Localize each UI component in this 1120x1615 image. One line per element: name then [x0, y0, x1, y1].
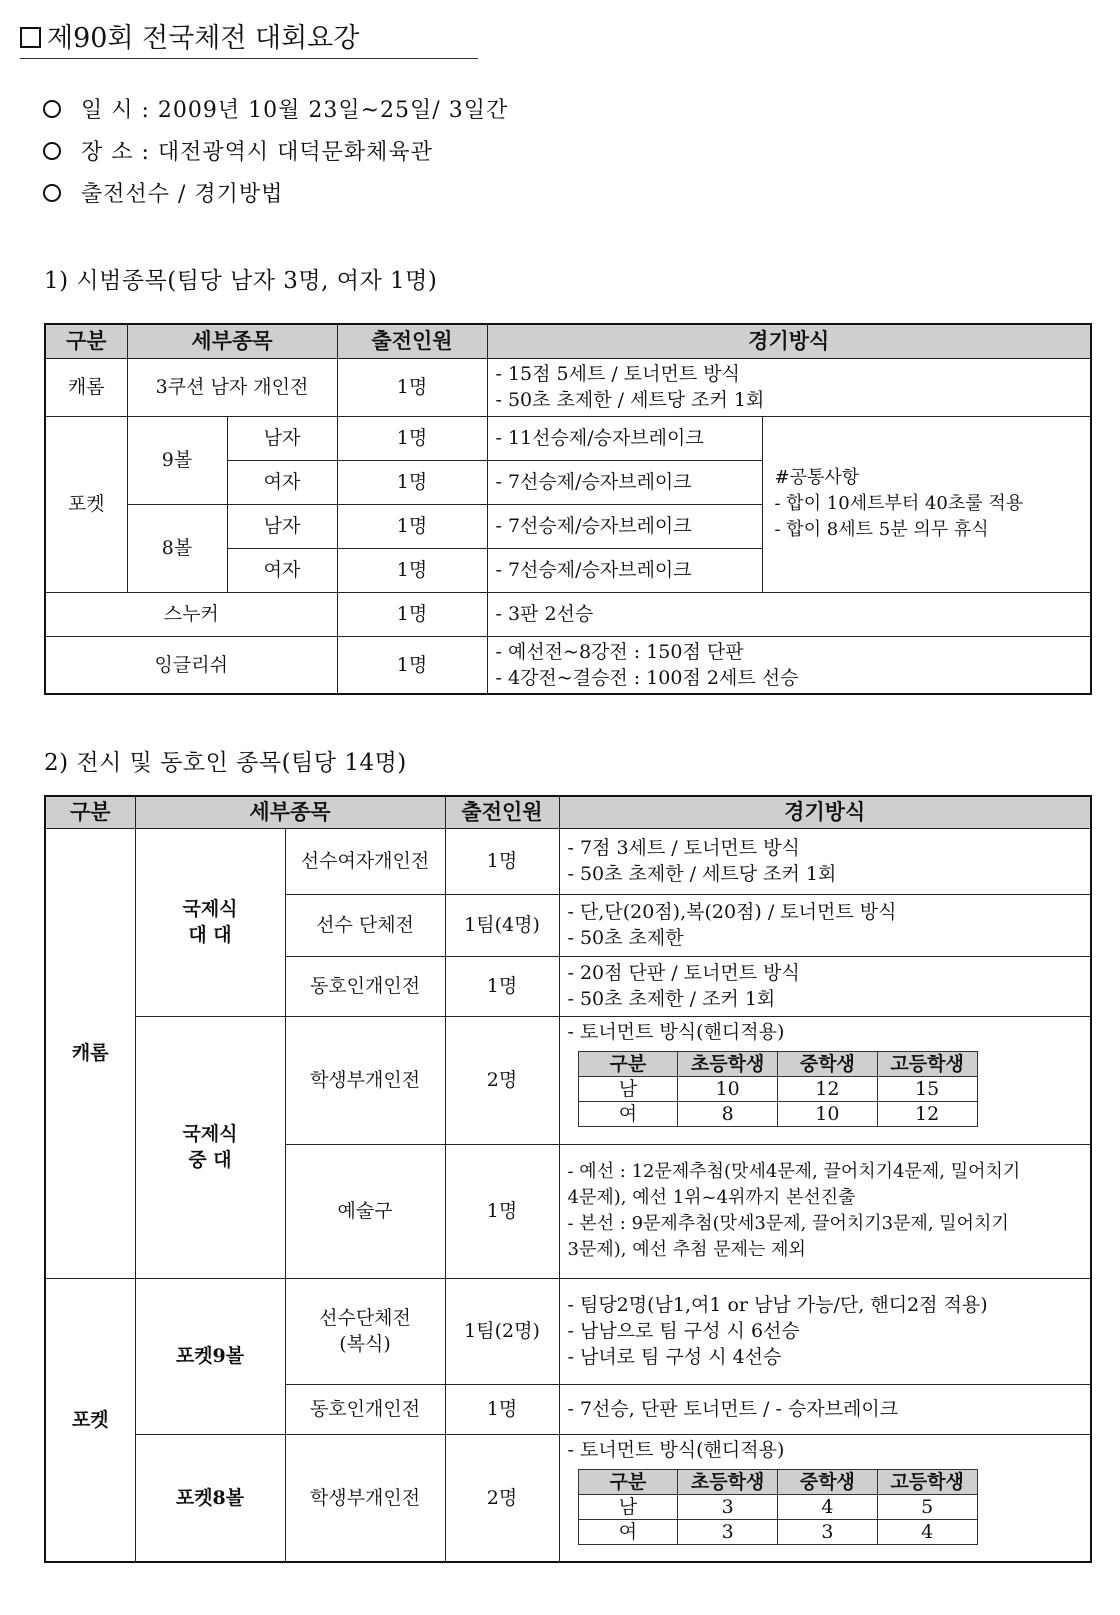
common-notes: #공통사항 - 합이 10세트부터 40초룰 적용 - 합이 8세트 5분 의무 휴식 [762, 416, 1091, 592]
section2-heading: 2) 전시 및 동호인 종목(팀당 14명) [44, 750, 407, 776]
table-row: 캐롬 3쿠션 남자 개인전 1명 - 15점 5세트 / 토너먼트 방식 - 50초 초제한 / 세트당 조커 1회 [45, 358, 1091, 416]
table-row: 8볼 남자 1명 - 7선승제/승자브레이크 [45, 504, 1091, 548]
circle-bullet-icon [43, 184, 61, 202]
table-row: 잉글리쉬 1명 - 예선전~8강전 : 150점 단판 - 4강전~결승전 : 100점 2세트 선승 [45, 636, 1091, 694]
table-row: 국제식 중 대 학생부개인전 2명 - 토너먼트 방식(핸디적용) 구분 초등학생 중학생 고등학생 남 10 12 15 여 8 10 12 [45, 1016, 1091, 1144]
handicap-table: 구분 초등학생 중학생 고등학생 남 10 12 15 여 8 10 12 [578, 1051, 978, 1127]
table-row: 포켓8볼 학생부개인전 2명 - 토너먼트 방식(핸디적용) 구분 초등학생 중학생 고등학생 남 3 4 5 여 3 3 4 [45, 1434, 1091, 1562]
table-row: 캐롬 국제식 대 대 선수여자개인전 1명 - 7점 3세트 / 토너먼트 방식 - 50초 초제한 / 세트당 조커 1회 [45, 828, 1091, 894]
circle-bullet-icon [43, 100, 61, 118]
section1-table [44, 323, 1092, 695]
info-venue: 장 소 : 대전광역시 대덕문화체육관 [43, 132, 508, 174]
section1-heading: 1) 시범종목(팀당 남자 3명, 여자 1명) [44, 268, 438, 294]
info-list [43, 90, 508, 216]
section2-table [44, 795, 1092, 1563]
table-row: 예술구 1명 - 예선 : 12문제추첨(맛세4문제, 끌어치기4문제, 밀어치기 4문제), 예선 1위~4위까지 본선진출 - 본선 : 9문제추첨(맛세3문제, 끌어치기3문제, 밀어치기 3문제), 예선 추첨 문제는 제외 [45, 1144, 1091, 1278]
table-header: 구분 세부종목 출전인원 경기방식 [45, 796, 1091, 828]
table-row: 여자 1명 - 7선승제/승자브레이크 [45, 548, 1091, 592]
info-date: 일 시 : 2009년 10월 23일~25일/ 3일간 [43, 90, 508, 132]
checkbox-square-icon [20, 27, 41, 48]
table-row: 포켓 9볼 남자 1명 - 11선승제/승자브레이크 #공통사항 - 합이 10세트부터 40초룰 적용 - 합이 8세트 5분 의무 휴식 [45, 416, 1091, 460]
table-row: 포켓 포켓9볼 선수단체전 (복식) 1팀(2명) - 팀당2명(남1,여1 or 남남 가능/단, 핸디2점 적용) - 남남으로 팀 구성 시 6선승 - 남녀로 팀 구성 시 4선승 [45, 1278, 1091, 1384]
handicap-table: 구분 초등학생 중학생 고등학생 남 3 4 5 여 3 3 4 [578, 1469, 978, 1545]
table-row: 여자 1명 - 7선승제/승자브레이크 [45, 460, 1091, 504]
table-row: 동호인개인전 1명 - 7선승, 단판 토너먼트 / - 승자브레이크 [45, 1384, 1091, 1434]
table-header: 구분 세부종목 출전인원 경기방식 [45, 324, 1091, 358]
page-title: 제90회 전국체전 대회요강 [20, 20, 478, 59]
table-row: 스누커 1명 - 3판 2선승 [45, 592, 1091, 636]
info-players: 출전선수 / 경기방법 [43, 174, 508, 216]
table-row: 선수 단체전 1팀(4명) - 단,단(20점),복(20점) / 토너먼트 방식 - 50초 초제한 [45, 894, 1091, 956]
table-row: 동호인개인전 1명 - 20점 단판 / 토너먼트 방식 - 50초 초제한 / 조커 1회 [45, 956, 1091, 1016]
circle-bullet-icon [43, 142, 61, 160]
